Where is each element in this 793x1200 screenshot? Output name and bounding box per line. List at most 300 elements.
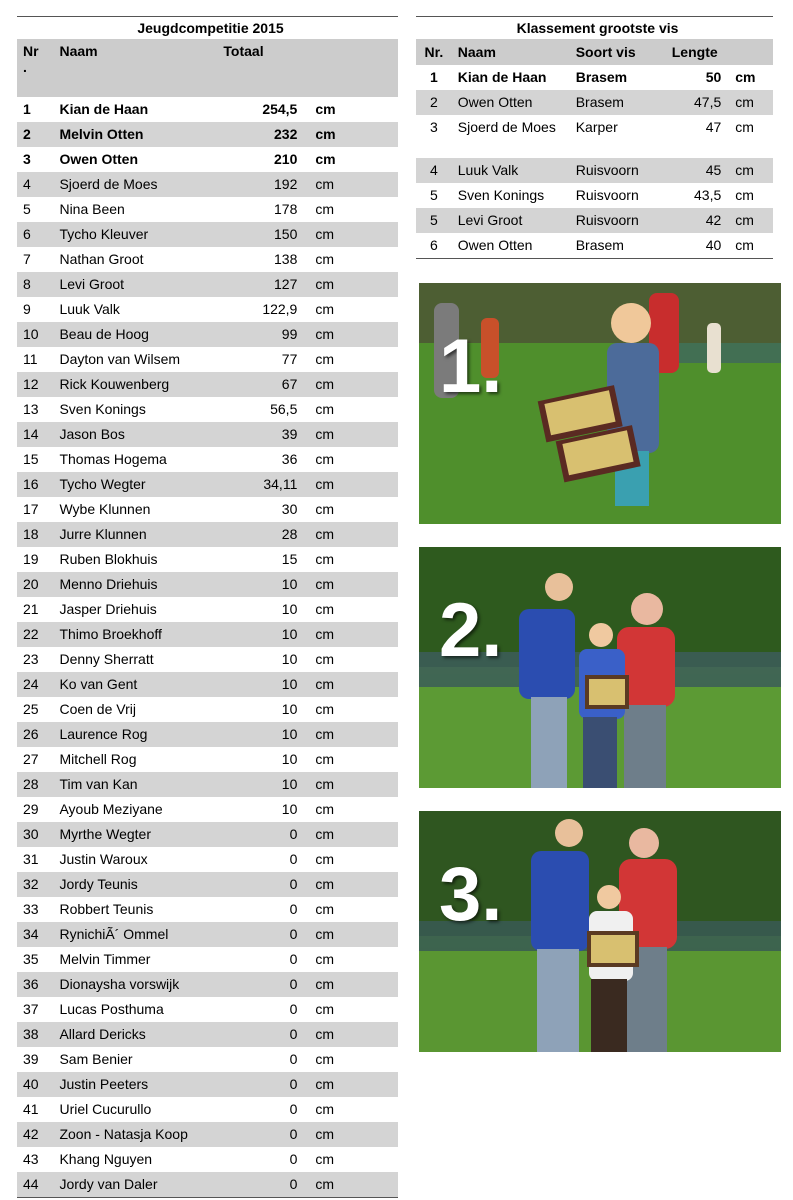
row-nr: 43 (23, 1151, 39, 1167)
row-totaal: 0 (289, 851, 298, 867)
row-nr: 15 (23, 451, 39, 467)
row-unit: cm (315, 1001, 335, 1017)
row-naam: Ruben Blokhuis (59, 551, 158, 567)
row-totaal: 0 (213, 1172, 297, 1198)
row-unit: cm (315, 1051, 335, 1067)
photo-1-label: 1. (439, 324, 503, 409)
row-naam: Owen Otten (59, 151, 139, 167)
row-totaal: 0 (213, 822, 297, 847)
row-pad (368, 247, 398, 272)
table-row (17, 272, 398, 297)
row-unit: cm (315, 1101, 335, 1117)
vis-header-row (416, 39, 773, 65)
row-unit: cm (297, 672, 367, 697)
row-totaal: 127 (213, 272, 297, 297)
row-nr: 20 (17, 572, 53, 597)
row-unit: cm (315, 351, 335, 367)
row-naam: Jason Bos (53, 422, 213, 447)
photo-3-label: 3. (439, 852, 503, 937)
row-nr: 30 (17, 822, 53, 847)
row-totaal: 10 (281, 601, 298, 617)
row-unit: cm (315, 851, 335, 867)
row-nr: 44 (17, 1172, 53, 1198)
vis-row-naam: Luuk Valk (452, 158, 570, 183)
vis-row-nr: 2 (416, 90, 452, 115)
vis-row-soort: Brasem (570, 90, 654, 115)
row-pad (368, 1147, 398, 1172)
row-nr: 3 (23, 151, 31, 167)
row-nr: 17 (23, 501, 39, 517)
row-naam: Jasper Driehuis (59, 601, 157, 617)
jeugd-title-row (17, 17, 398, 40)
vis-row-unit: cm (721, 233, 773, 259)
row-totaal: 192 (213, 172, 297, 197)
row-unit: cm (297, 222, 367, 247)
row-unit: cm (297, 722, 367, 747)
row-nr: 40 (17, 1072, 53, 1097)
row-naam: Justin Waroux (59, 851, 148, 867)
row-naam: Wybe Klunnen (59, 501, 151, 517)
row-pad (368, 447, 398, 472)
row-unit: cm (297, 772, 367, 797)
vis-row-lengte: 50 (705, 69, 722, 85)
row-pad (368, 1022, 398, 1047)
table-row (17, 922, 398, 947)
row-nr: 38 (17, 1022, 53, 1047)
table-row (17, 747, 398, 772)
row-totaal: 15 (281, 551, 298, 567)
table-row (17, 172, 398, 197)
row-totaal: 0 (289, 901, 298, 917)
row-unit: cm (297, 422, 367, 447)
table-row (17, 472, 398, 497)
row-nr: 34 (17, 922, 53, 947)
row-pad (368, 122, 398, 147)
vis-row-lengte: 42 (654, 208, 722, 233)
vis-title: Klassement grootste vis (416, 17, 773, 40)
row-unit: cm (315, 801, 335, 817)
row-totaal: 28 (213, 522, 297, 547)
row-unit: cm (315, 101, 336, 117)
row-pad (368, 697, 398, 722)
row-totaal: 254,5 (262, 101, 298, 117)
row-totaal: 39 (213, 422, 297, 447)
row-nr: 25 (23, 701, 39, 717)
row-naam: Levi Groot (53, 272, 213, 297)
winner-photo-1 (419, 283, 781, 524)
vis-row-unit: cm (721, 158, 773, 183)
table-row (17, 697, 398, 722)
row-totaal: 0 (289, 1151, 298, 1167)
vis-row-soort: Ruisvoorn (570, 208, 654, 233)
row-naam: Sjoerd de Moes (53, 172, 213, 197)
row-pad (368, 722, 398, 747)
row-pad (368, 472, 398, 497)
row-nr: 42 (17, 1122, 53, 1147)
row-pad (368, 772, 398, 797)
row-naam: Melvin Otten (53, 122, 213, 147)
header-pad-blank (368, 39, 398, 97)
row-pad (368, 1072, 398, 1097)
row-totaal: 0 (289, 1001, 298, 1017)
row-pad (368, 1122, 398, 1147)
row-pad (368, 197, 398, 222)
row-nr: 28 (17, 772, 53, 797)
row-pad (368, 222, 398, 247)
row-totaal: 10 (213, 622, 297, 647)
vis-row-soort: Karper (575, 119, 618, 135)
grootste-vis-table (416, 16, 773, 259)
row-pad (368, 322, 398, 347)
table-row (17, 1122, 398, 1147)
row-naam: Nathan Groot (59, 251, 144, 267)
row-unit: cm (297, 472, 367, 497)
vis-row-naam: Owen Otten (452, 90, 570, 115)
table-row (17, 822, 398, 847)
vis-row-soort: Brasem (570, 233, 654, 259)
row-pad (368, 422, 398, 447)
table-row (17, 1147, 398, 1172)
row-naam: Melvin Timmer (59, 951, 151, 967)
table-row (17, 597, 398, 622)
row-pad (368, 397, 398, 422)
jeugd-title: Jeugdcompetitie 2015 (17, 17, 398, 40)
row-nr: 23 (23, 651, 39, 667)
row-totaal: 10 (213, 722, 297, 747)
vis-row-naam: Sjoerd de Moes (457, 119, 556, 135)
table-row (17, 1097, 398, 1122)
vis-row-soort: Brasem (575, 69, 628, 85)
table-row (17, 322, 398, 347)
table-row (17, 547, 398, 572)
row-pad (368, 622, 398, 647)
row-unit: cm (297, 372, 367, 397)
table-row (17, 397, 398, 422)
vis-row-unit: cm (735, 69, 756, 85)
row-naam: Thomas Hogema (59, 451, 167, 467)
row-naam: Allard Dericks (53, 1022, 213, 1047)
table-row (17, 947, 398, 972)
header-naam: Naam (53, 39, 213, 97)
row-nr: 24 (17, 672, 53, 697)
row-totaal: 138 (274, 251, 298, 267)
table-row (17, 997, 398, 1022)
row-nr: 39 (23, 1051, 39, 1067)
table-row (416, 90, 773, 115)
row-nr: 33 (23, 901, 39, 917)
row-naam: Dayton van Wilsem (59, 351, 181, 367)
row-naam: Robbert Teunis (59, 901, 154, 917)
vis-row-nr: 3 (429, 119, 438, 135)
vis-header-lengte: Lengte (654, 39, 773, 65)
row-unit: cm (297, 572, 367, 597)
row-unit: cm (297, 522, 367, 547)
row-totaal: 0 (213, 1022, 297, 1047)
row-naam: Tim van Kan (53, 772, 213, 797)
row-unit: cm (315, 951, 335, 967)
row-naam: Rick Kouwenberg (53, 372, 213, 397)
row-unit: cm (297, 1172, 367, 1198)
row-pad (368, 847, 398, 872)
row-pad (368, 872, 398, 897)
row-naam: Menno Driehuis (53, 572, 213, 597)
row-totaal: 0 (289, 1051, 298, 1067)
row-totaal: 0 (213, 1072, 297, 1097)
vis-title-row (416, 17, 773, 40)
row-totaal: 10 (281, 701, 298, 717)
row-pad (368, 522, 398, 547)
row-pad (368, 1047, 398, 1072)
row-totaal: 36 (281, 451, 298, 467)
row-naam: Ayoub Meziyane (59, 801, 163, 817)
row-naam: Justin Peeters (53, 1072, 213, 1097)
row-pad (368, 997, 398, 1022)
vis-row-nr: 1 (429, 69, 438, 85)
row-unit: cm (315, 751, 335, 767)
vis-row-naam: Owen Otten (452, 233, 570, 259)
row-pad (368, 297, 398, 322)
row-naam: Dionaysha vorswijk (53, 972, 213, 997)
row-naam: Uriel Cucurullo (59, 1101, 152, 1117)
table-row (17, 797, 398, 822)
row-naam: Mitchell Rog (59, 751, 137, 767)
table-row (17, 1072, 398, 1097)
row-pad (368, 272, 398, 297)
table-row (17, 497, 398, 522)
row-pad (368, 822, 398, 847)
row-nr: 22 (17, 622, 53, 647)
vis-row-naam: Kian de Haan (457, 69, 547, 85)
row-unit: cm (315, 151, 336, 167)
table-row (416, 65, 773, 90)
row-naam: Lucas Posthuma (59, 1001, 164, 1017)
row-nr: 41 (23, 1101, 39, 1117)
row-unit: cm (297, 122, 367, 147)
row-pad (368, 747, 398, 772)
vis-row-nr: 5 (416, 208, 452, 233)
row-naam: Tycho Wegter (53, 472, 213, 497)
row-nr: 1 (23, 101, 31, 117)
row-naam: Khang Nguyen (59, 1151, 153, 1167)
row-unit: cm (297, 972, 367, 997)
vis-row-naam: Sven Konings (457, 187, 545, 203)
row-unit: cm (315, 301, 335, 317)
row-nr: 11 (23, 351, 38, 367)
row-nr: 27 (23, 751, 39, 767)
row-naam: Ko van Gent (53, 672, 213, 697)
row-totaal: 0 (289, 1101, 298, 1117)
row-totaal: 122,9 (262, 301, 298, 317)
table-row (17, 97, 398, 122)
vis-row-lengte: 47,5 (654, 90, 722, 115)
row-totaal: 34,11 (213, 472, 297, 497)
row-nr: 2 (17, 122, 53, 147)
row-pad (368, 347, 398, 372)
row-nr: 16 (17, 472, 53, 497)
vis-row-soort: Ruisvoorn (570, 158, 654, 183)
vis-row-unit: cm (721, 90, 773, 115)
row-unit: cm (297, 622, 367, 647)
row-pad (368, 547, 398, 572)
row-unit: cm (297, 322, 367, 347)
row-pad (368, 1097, 398, 1122)
row-nr: 36 (17, 972, 53, 997)
table-row (17, 222, 398, 247)
row-naam: Jordy van Daler (53, 1172, 213, 1198)
vis-row-unit: cm (735, 119, 754, 135)
row-nr: 14 (17, 422, 53, 447)
row-pad (368, 897, 398, 922)
row-totaal: 10 (213, 572, 297, 597)
table-row (416, 115, 773, 158)
row-naam: Tycho Kleuver (53, 222, 213, 247)
table-row (17, 897, 398, 922)
row-naam: Coen de Vrij (59, 701, 136, 717)
row-totaal: 77 (281, 351, 298, 367)
photo-2-label: 2. (439, 588, 503, 673)
winner-photo-3 (419, 811, 781, 1052)
row-naam: Thimo Broekhoff (53, 622, 213, 647)
row-pad (368, 947, 398, 972)
vis-header-nr: Nr. (416, 39, 452, 65)
row-nr: 18 (17, 522, 53, 547)
row-nr: 12 (17, 372, 53, 397)
row-totaal: 210 (274, 151, 298, 167)
row-naam: Myrthe Wegter (53, 822, 213, 847)
table-row (17, 972, 398, 997)
row-unit: cm (315, 651, 335, 667)
jeugd-header-row (17, 39, 398, 97)
row-unit: cm (297, 1072, 367, 1097)
row-nr: 6 (17, 222, 53, 247)
vis-row-naam: Levi Groot (452, 208, 570, 233)
row-naam: Kian de Haan (59, 101, 149, 117)
table-row (17, 297, 398, 322)
row-nr: 10 (17, 322, 53, 347)
row-totaal: 10 (281, 751, 298, 767)
table-row (17, 1022, 398, 1047)
row-nr: 35 (23, 951, 39, 967)
row-nr: 21 (23, 601, 39, 617)
vis-row-lengte: 47 (705, 119, 722, 135)
row-totaal: 150 (213, 222, 297, 247)
row-naam: RynichiÃ´ Ommel (53, 922, 213, 947)
vis-row-nr: 5 (429, 187, 438, 203)
row-nr: 26 (17, 722, 53, 747)
jeugdcompetitie-table (17, 16, 398, 1198)
vis-row-nr: 4 (416, 158, 452, 183)
row-pad (368, 572, 398, 597)
row-pad (368, 672, 398, 697)
row-naam: Jordy Teunis (53, 872, 213, 897)
header-unit-blank (297, 39, 367, 97)
row-unit: cm (315, 601, 335, 617)
vis-header-soort: Soort vis (570, 39, 654, 65)
vis-header-naam: Naam (452, 39, 570, 65)
row-nr: 4 (17, 172, 53, 197)
row-unit: cm (315, 551, 335, 567)
row-pad (368, 497, 398, 522)
row-nr: 31 (23, 851, 39, 867)
row-nr: 37 (23, 1001, 39, 1017)
header-totaal: Totaal (213, 39, 297, 97)
table-row (17, 672, 398, 697)
vis-row-lengte: 45 (654, 158, 722, 183)
row-nr: 9 (23, 301, 31, 317)
row-naam: Jurre Klunnen (53, 522, 213, 547)
row-unit: cm (297, 922, 367, 947)
row-unit: cm (297, 1122, 367, 1147)
table-row (17, 197, 398, 222)
row-pad (368, 647, 398, 672)
row-unit: cm (315, 501, 335, 517)
row-totaal: 0 (213, 922, 297, 947)
row-nr: 29 (23, 801, 39, 817)
row-unit: cm (315, 901, 335, 917)
vis-row-soort: Ruisvoorn (575, 187, 639, 203)
row-pad (368, 172, 398, 197)
row-pad (368, 597, 398, 622)
row-unit: cm (297, 872, 367, 897)
row-naam: Denny Sherratt (59, 651, 154, 667)
row-unit: cm (315, 401, 335, 417)
row-naam: Sam Benier (59, 1051, 133, 1067)
row-unit: cm (297, 172, 367, 197)
row-nr: 13 (23, 401, 39, 417)
row-naam: Zoon - Natasja Koop (53, 1122, 213, 1147)
table-row (17, 422, 398, 447)
table-row (17, 522, 398, 547)
winner-photo-2 (419, 547, 781, 788)
row-totaal: 10 (281, 801, 298, 817)
table-row (17, 122, 398, 147)
vis-row-unit: cm (721, 208, 773, 233)
row-totaal: 178 (274, 201, 298, 217)
row-nr: 19 (23, 551, 39, 567)
row-totaal: 0 (289, 951, 298, 967)
vis-row-lengte: 43,5 (694, 187, 722, 203)
table-row (416, 233, 773, 259)
row-unit: cm (315, 251, 335, 267)
header-nr: Nr . (17, 39, 53, 97)
row-nr: 8 (17, 272, 53, 297)
table-row (17, 1172, 398, 1198)
row-totaal: 30 (281, 501, 298, 517)
table-row (17, 872, 398, 897)
row-totaal: 67 (213, 372, 297, 397)
row-nr: 7 (23, 251, 31, 267)
row-unit: cm (315, 701, 335, 717)
row-totaal: 0 (213, 872, 297, 897)
row-pad (368, 372, 398, 397)
row-unit: cm (297, 1022, 367, 1047)
table-row (17, 372, 398, 397)
row-totaal: 0 (213, 1122, 297, 1147)
table-row (17, 1047, 398, 1072)
row-naam: Beau de Hoog (53, 322, 213, 347)
row-pad (368, 147, 398, 172)
row-totaal: 10 (281, 651, 298, 667)
row-totaal: 56,5 (270, 401, 298, 417)
vis-row-nr: 6 (416, 233, 452, 259)
table-row (17, 572, 398, 597)
table-row (17, 247, 398, 272)
row-pad (368, 972, 398, 997)
row-unit: cm (315, 1151, 335, 1167)
row-unit: cm (315, 201, 335, 217)
row-unit: cm (297, 272, 367, 297)
row-naam: Luuk Valk (59, 301, 120, 317)
